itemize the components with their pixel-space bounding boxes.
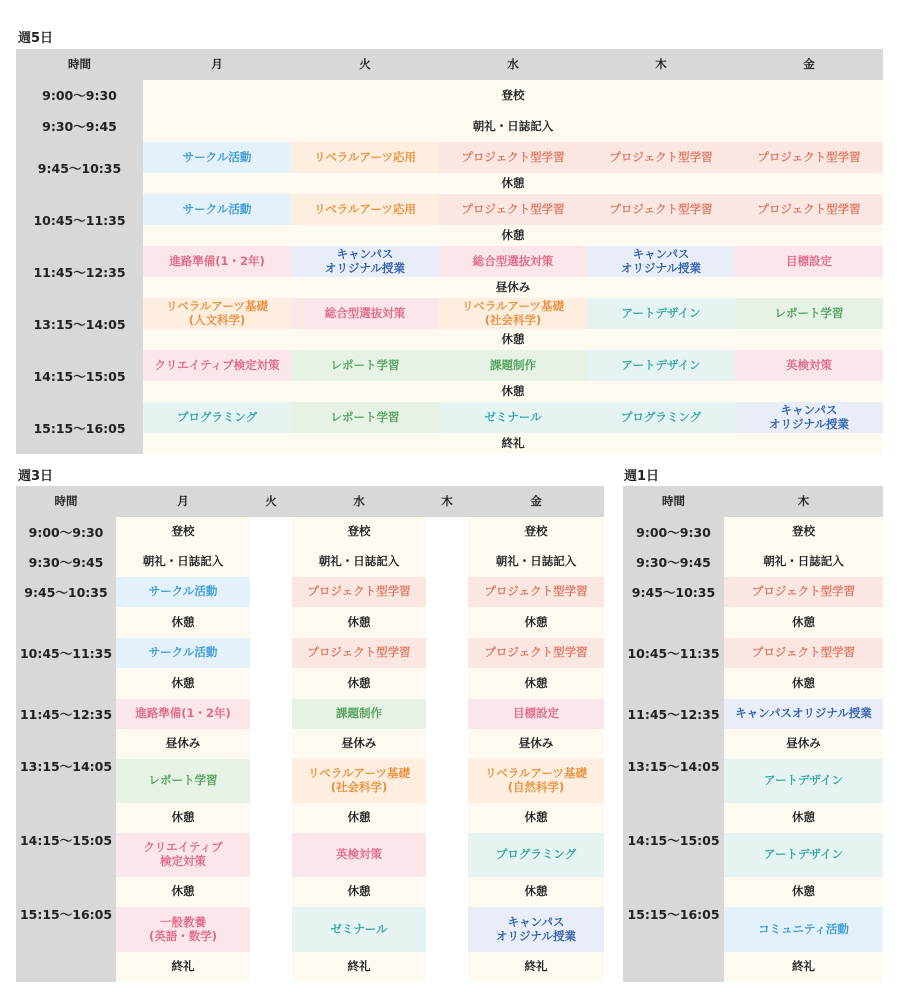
break-cell: 休憩: [116, 607, 250, 638]
closing-cell: 終礼: [116, 952, 250, 982]
time-slot: 13:15〜14:05: [16, 298, 143, 350]
class-cell: 課題制作: [292, 699, 426, 729]
lunch-cell: 昼休み: [724, 729, 883, 759]
class-cell: プロジェクト型学習: [735, 142, 883, 173]
class-cell: レポート学習: [291, 350, 439, 381]
class-cell: ゼミナール: [439, 402, 587, 433]
class-cell: プロジェクト型学習: [468, 577, 604, 607]
class-cell: 総合型選抜対策: [439, 246, 587, 277]
time-slot: 9:00〜9:30: [16, 80, 143, 111]
assembly-row: 朝礼・日誌記入: [143, 111, 883, 142]
time-slot: 11:45〜12:35: [16, 699, 116, 729]
break-cell: 休憩: [468, 668, 604, 699]
class-cell: 総合型選抜対策: [291, 298, 439, 329]
header-time: 時間: [623, 486, 724, 517]
header-mon: 月: [143, 49, 291, 80]
class-cell: リベラルアーツ基礎 (人文科学): [143, 298, 291, 329]
assembly-cell: 朝礼・日誌記入: [724, 547, 883, 577]
class-cell: レポート学習: [116, 759, 250, 803]
closing-cell: 終礼: [468, 952, 604, 982]
break-cell: 休憩: [468, 607, 604, 638]
time-gap: [16, 952, 116, 982]
break-cell: 休憩: [468, 803, 604, 833]
header-mon: 月: [116, 486, 250, 517]
time-slot: 13:15〜14:05: [623, 729, 724, 803]
class-cell: サークル活動: [143, 194, 291, 225]
header-fri: 金: [468, 486, 604, 517]
time-slot: 9:30〜9:45: [16, 111, 143, 142]
class-cell: プロジェクト型学習: [587, 194, 735, 225]
time-slot: 14:15〜15:05: [623, 803, 724, 877]
class-cell: クリエイティブ検定対策: [143, 350, 291, 381]
week1-timetable: [623, 486, 883, 985]
class-cell: サークル活動: [143, 142, 291, 173]
class-cell: キャンパスオリジナル授業: [724, 699, 883, 729]
class-cell: 一般教養 (英語・数学): [116, 907, 250, 952]
assembly-cell: 朝礼・日誌記入: [116, 547, 250, 577]
break-cell: 休憩: [468, 877, 604, 907]
break-cell: 休憩: [292, 803, 426, 833]
break-cell: 休憩: [292, 877, 426, 907]
class-cell: プログラミング: [468, 833, 604, 877]
closing-cell: 終礼: [724, 952, 883, 982]
class-cell: リベラルアーツ応用: [291, 142, 439, 173]
class-cell: 進路準備(1・2年): [143, 246, 291, 277]
time-slot: 10:45〜11:35: [16, 194, 143, 246]
class-cell: クリエイティブ 検定対策: [116, 833, 250, 877]
time-slot: 11:45〜12:35: [623, 699, 724, 729]
break-cell: 休憩: [116, 803, 250, 833]
lunch-row: 昼休み: [143, 277, 883, 298]
week5-timetable: [16, 49, 883, 455]
class-cell: リベラルアーツ基礎 (社会科学): [292, 759, 426, 803]
class-cell: プロジェクト型学習: [439, 194, 587, 225]
class-cell: サークル活動: [116, 577, 250, 607]
class-cell: 進路準備(1・2年): [116, 699, 250, 729]
time-slot: 13:15〜14:05: [16, 729, 116, 803]
class-cell: ゼミナール: [292, 907, 426, 952]
break-row: 休憩: [143, 329, 883, 350]
class-cell: 目標設定: [735, 246, 883, 277]
break-cell: 休憩: [724, 668, 883, 699]
week3-timetable: [16, 486, 604, 985]
assembly-cell: 朝礼・日誌記入: [292, 547, 426, 577]
closing-row: 終礼: [143, 433, 883, 454]
break-row: 休憩: [143, 225, 883, 246]
class-cell: プロジェクト型学習: [735, 194, 883, 225]
time-slot: 15:15〜16:05: [16, 877, 116, 952]
class-cell: プロジェクト型学習: [468, 638, 604, 668]
break-row: 休憩: [143, 173, 883, 194]
header-thu: 木: [724, 486, 883, 517]
class-cell: プロジェクト型学習: [724, 638, 883, 668]
class-cell: キャンパス オリジナル授業: [587, 246, 735, 277]
arrival-row: 登校: [143, 80, 883, 111]
time-slot: 9:45〜10:35: [16, 142, 143, 194]
arrival-cell: 登校: [116, 517, 250, 547]
time-gap: [16, 607, 116, 638]
assembly-cell: 朝礼・日誌記入: [468, 547, 604, 577]
empty-day-column: [250, 517, 292, 982]
class-cell: プログラミング: [143, 402, 291, 433]
class-cell: アートデザイン: [587, 350, 735, 381]
time-slot: 10:45〜11:35: [16, 638, 116, 668]
header-thu: 木: [587, 49, 735, 80]
time-slot: 10:45〜11:35: [623, 638, 724, 668]
lunch-cell: 昼休み: [468, 729, 604, 759]
time-slot: 9:30〜9:45: [623, 547, 724, 577]
week5-title: 週5日: [18, 31, 54, 46]
class-cell: 英検対策: [735, 350, 883, 381]
header-time: 時間: [16, 486, 116, 517]
lunch-cell: 昼休み: [116, 729, 250, 759]
class-cell: アートデザイン: [724, 759, 883, 803]
header-wed: 水: [292, 486, 426, 517]
class-cell: アートデザイン: [587, 298, 735, 329]
break-row: 休憩: [143, 381, 883, 402]
header-fri: 金: [735, 49, 883, 80]
class-cell: コミュニティ活動: [724, 907, 883, 952]
class-cell: プロジェクト型学習: [292, 638, 426, 668]
lunch-cell: 昼休み: [292, 729, 426, 759]
time-gap: [623, 952, 724, 982]
arrival-cell: 登校: [724, 517, 883, 547]
time-slot: 14:15〜15:05: [16, 803, 116, 877]
class-cell: リベラルアーツ基礎 (自然科学): [468, 759, 604, 803]
break-cell: 休憩: [116, 668, 250, 699]
time-slot: 15:15〜16:05: [16, 402, 143, 454]
header-thu: 木: [426, 486, 468, 517]
time-slot: 9:30〜9:45: [16, 547, 116, 577]
arrival-cell: 登校: [292, 517, 426, 547]
week3-title: 週3日: [18, 469, 54, 484]
class-cell: プロジェクト型学習: [587, 142, 735, 173]
class-cell: レポート学習: [291, 402, 439, 433]
class-cell: リベラルアーツ応用: [291, 194, 439, 225]
class-cell: プログラミング: [587, 402, 735, 433]
time-slot: 11:45〜12:35: [16, 246, 143, 298]
header-time: 時間: [16, 49, 143, 80]
class-cell: 英検対策: [292, 833, 426, 877]
arrival-cell: 登校: [468, 517, 604, 547]
time-slot: 14:15〜15:05: [16, 350, 143, 402]
class-cell: キャンパス オリジナル授業: [468, 907, 604, 952]
class-cell: キャンパス オリジナル授業: [735, 402, 883, 433]
class-cell: サークル活動: [116, 638, 250, 668]
class-cell: アートデザイン: [724, 833, 883, 877]
class-cell: リベラルアーツ基礎 (社会科学): [439, 298, 587, 329]
class-cell: 課題制作: [439, 350, 587, 381]
week1-title: 週1日: [624, 469, 660, 484]
class-cell: プロジェクト型学習: [724, 577, 883, 607]
time-slot: 15:15〜16:05: [623, 877, 724, 952]
header-tue: 火: [291, 49, 439, 80]
time-slot: 9:00〜9:30: [16, 517, 116, 547]
time-gap: [623, 668, 724, 699]
break-cell: 休憩: [292, 668, 426, 699]
header-tue: 火: [250, 486, 292, 517]
break-cell: 休憩: [292, 607, 426, 638]
class-cell: プロジェクト型学習: [439, 142, 587, 173]
class-cell: 目標設定: [468, 699, 604, 729]
class-cell: プロジェクト型学習: [292, 577, 426, 607]
break-cell: 休憩: [724, 803, 883, 833]
empty-day-column: [426, 517, 468, 982]
time-slot: 9:45〜10:35: [16, 577, 116, 607]
break-cell: 休憩: [116, 877, 250, 907]
break-cell: 休憩: [724, 607, 883, 638]
time-slot: 9:00〜9:30: [623, 517, 724, 547]
closing-cell: 終礼: [292, 952, 426, 982]
class-cell: キャンパス オリジナル授業: [291, 246, 439, 277]
time-gap: [16, 668, 116, 699]
header-wed: 水: [439, 49, 587, 80]
time-gap: [623, 607, 724, 638]
time-slot: 9:45〜10:35: [623, 577, 724, 607]
class-cell: レポート学習: [735, 298, 883, 329]
break-cell: 休憩: [724, 877, 883, 907]
